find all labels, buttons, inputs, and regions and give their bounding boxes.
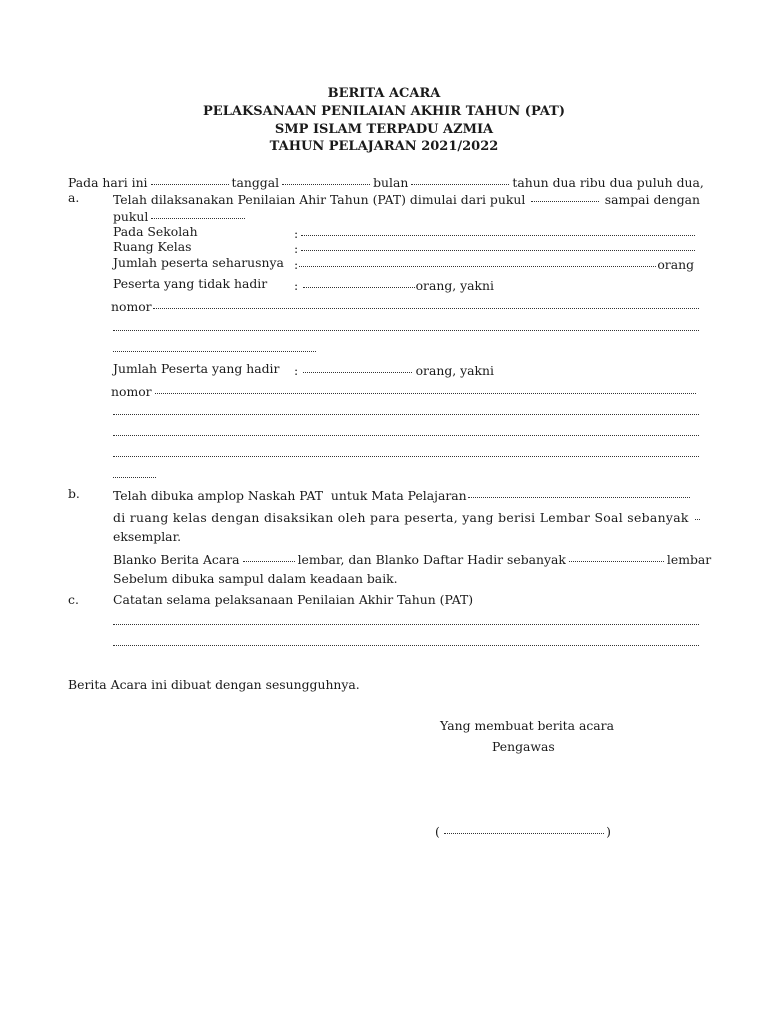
section-b-line2 bbox=[113, 510, 700, 525]
end-time-label: pukul bbox=[113, 209, 149, 224]
doc-subtitle-event: PELAKSANAAN PENILAIAN AKHIR TAHUN (PAT) bbox=[203, 104, 565, 119]
section-c-marker: c. bbox=[68, 592, 79, 607]
section-b-text2: di ruang kelas dengan disaksikan oleh para peserta, yang berisi Lembar Soal sebanyak bbox=[113, 510, 689, 525]
school-field: : bbox=[294, 226, 698, 241]
school-blank bbox=[301, 235, 695, 236]
room-field: : bbox=[294, 241, 698, 256]
section-b-text5: Sebelum dibuka sampul dalam keadaan baik. bbox=[113, 571, 398, 586]
day-blank bbox=[151, 184, 229, 185]
present-numbers-blank-2 bbox=[113, 414, 699, 415]
closing-statement: Berita Acara ini dibuat dengan sesungguhnya. bbox=[68, 677, 360, 692]
section-b-text4c: lembar bbox=[666, 552, 712, 567]
signature-caption: Yang membuat berita acara bbox=[440, 718, 614, 733]
section-b-text4a: Blanko Berita Acara bbox=[113, 552, 240, 567]
signature-name-blank bbox=[444, 833, 604, 834]
absent-field: : orang, yakni bbox=[294, 278, 494, 293]
absent-numbers-line bbox=[111, 299, 699, 314]
section-b-marker: b. bbox=[68, 486, 80, 501]
month-blank bbox=[411, 184, 509, 185]
section-c-text1: Catatan selama pelaksanaan Penilaian Akhir Tahun (PAT) bbox=[113, 592, 474, 607]
present-numbers-line bbox=[111, 384, 699, 399]
doc-subtitle-school: SMP ISLAM TERPADU AZMIA bbox=[274, 122, 494, 137]
present-numbers-blank-5 bbox=[113, 477, 156, 478]
section-a-marker: a. bbox=[68, 190, 80, 205]
section-b-text3: eksemplar. bbox=[113, 529, 182, 544]
present-numbers-blank-4 bbox=[113, 456, 699, 457]
expected-count-field: : orang bbox=[294, 257, 694, 272]
section-a-text2: sampai dengan bbox=[604, 192, 700, 207]
end-time-blank bbox=[151, 218, 245, 219]
subject-blank bbox=[468, 497, 690, 498]
intro-year-label: tahun dua ribu dua puluh dua, bbox=[512, 175, 704, 190]
room-blank bbox=[301, 250, 695, 251]
room-label: Ruang Kelas bbox=[113, 239, 192, 254]
absent-count-blank bbox=[303, 287, 414, 288]
signature-line: ( ) bbox=[435, 824, 611, 839]
intro-line bbox=[68, 175, 704, 190]
present-label: Jumlah Peserta yang hadir bbox=[113, 361, 280, 376]
intro-day-label: Pada hari ini bbox=[68, 175, 148, 190]
section-b-text4b: lembar, dan Blanko Daftar Hadir sebanyak bbox=[297, 552, 566, 567]
signature-role: Pengawas bbox=[492, 739, 555, 754]
section-b-text1: Telah dibuka amplop Naskah PAT untuk Mata Pelajaran bbox=[113, 488, 467, 503]
section-a-line2 bbox=[113, 209, 248, 224]
absent-numbers-blank-3 bbox=[113, 351, 316, 352]
section-a-text1: Telah dilaksanakan Penilaian Ahir Tahun (PAT) dimulai dari pukul bbox=[113, 192, 526, 207]
start-time-blank bbox=[531, 201, 598, 202]
section-b-line1 bbox=[113, 488, 690, 503]
present-numbers-label: nomor bbox=[111, 384, 152, 399]
absent-label: Peserta yang tidak hadir bbox=[113, 276, 268, 291]
present-numbers-blank-3 bbox=[113, 435, 699, 436]
section-a-line1 bbox=[113, 192, 700, 207]
notes-blank-2 bbox=[113, 645, 699, 646]
notes-blank-1 bbox=[113, 624, 699, 625]
present-count-blank bbox=[303, 372, 411, 373]
report-blank-count bbox=[243, 561, 295, 562]
school-label: Pada Sekolah bbox=[113, 224, 198, 239]
absent-numbers-blank bbox=[153, 308, 699, 309]
date-blank bbox=[282, 184, 370, 185]
present-numbers-blank bbox=[155, 393, 696, 394]
attendance-blank-count bbox=[569, 561, 664, 562]
present-field: : orang, yakni bbox=[294, 363, 494, 378]
absent-numbers-blank-2 bbox=[113, 330, 699, 331]
doc-subtitle-year: TAHUN PELAJARAN 2021/2022 bbox=[269, 139, 499, 154]
doc-title: BERITA ACARA bbox=[327, 86, 441, 101]
sheet-count-blank bbox=[695, 519, 700, 520]
intro-month-label: bulan bbox=[373, 175, 409, 190]
absent-numbers-label: nomor bbox=[111, 299, 152, 314]
expected-count-label: Jumlah peserta seharusnya bbox=[113, 255, 284, 270]
section-b-line4 bbox=[113, 552, 712, 567]
intro-date-label: tanggal bbox=[231, 175, 280, 190]
expected-count-blank bbox=[299, 266, 656, 267]
